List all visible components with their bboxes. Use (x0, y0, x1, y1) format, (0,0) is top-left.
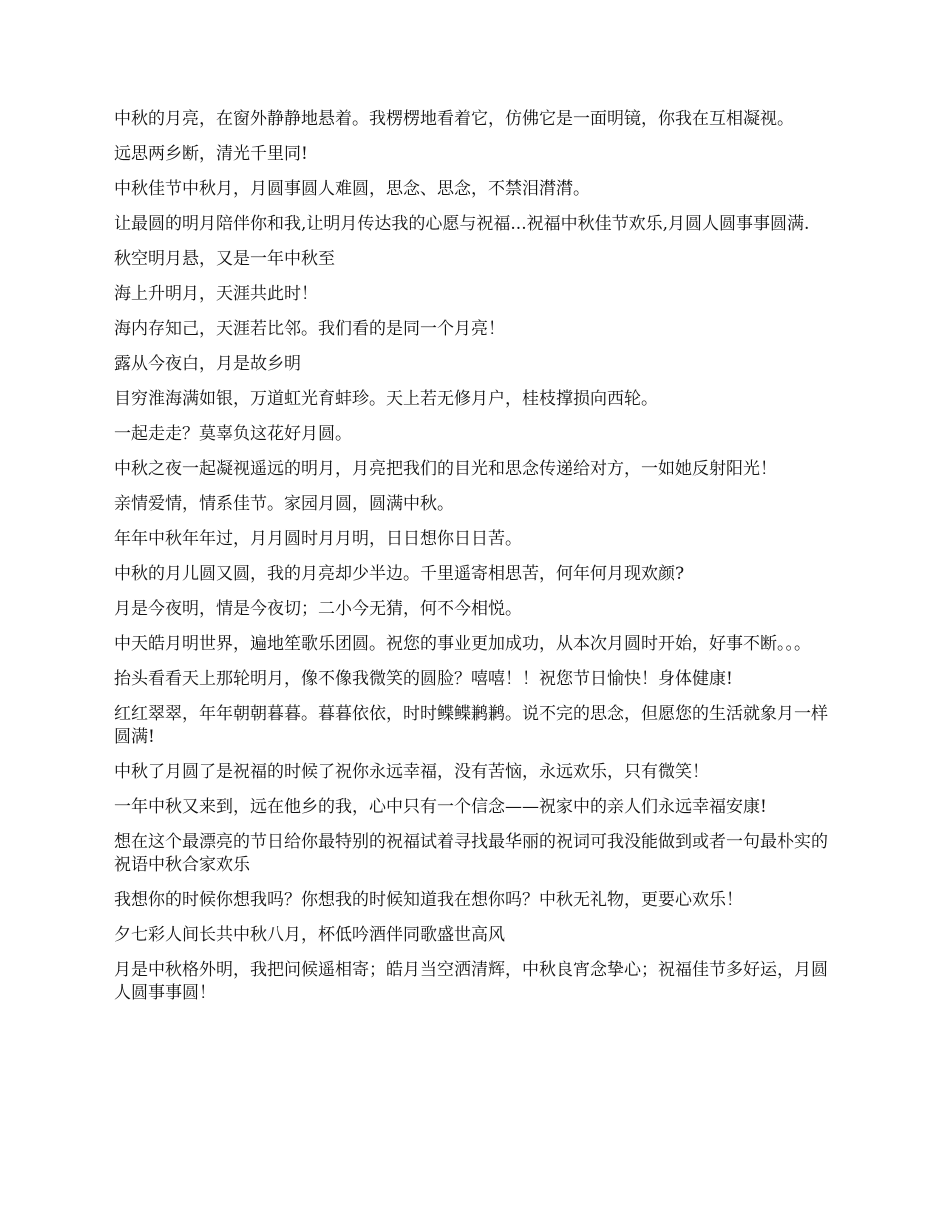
paragraph: 中秋佳节中秋月，月圆事圆人难圆，思念、思念，不禁泪潸潸。 (114, 179, 590, 199)
paragraph: 中秋的月亮，在窗外静静地悬着。我楞楞地看着它，仿佛它是一面明镜，你我在互相凝视。 (114, 109, 794, 129)
paragraph: 我想你的时候你想我吗？你想我的时候知道我在想你吗？中秋无礼物，更要心欢乐！ (114, 890, 743, 910)
paragraph: 海内存知己，天涯若比邻。我们看的是同一个月亮！ (114, 319, 505, 339)
paragraph: 一起走走？莫辜负这花好月圆。 (114, 424, 352, 444)
paragraph: 目穷淮海满如银，万道虹光育蚌珍。天上若无修月户，桂枝撑损向西轮。 (114, 389, 658, 409)
paragraph: 年年中秋年年过，月月圆时月月明，日日想你日日苦。 (114, 529, 522, 549)
paragraph: 月是中秋格外明，我把问候遥相寄；皓月当空洒清辉，中秋良宵念挚心；祝福佳节多好运，月圆人圆事事圆！ (114, 960, 828, 1003)
paragraph: 亲情爱情，情系佳节。家园月圆，圆满中秋。 (114, 494, 454, 514)
paragraph: 夕七彩人间长共中秋八月，杯低吟酒伴同歌盛世高风 (114, 925, 505, 945)
paragraph: 想在这个最漂亮的节日给你最特别的祝福试着寻找最华丽的祝词可我没能做到或者一句最朴实的祝语中秋合家欢乐 (114, 832, 828, 875)
paragraph: 月是今夜明，情是今夜切；二小今无猜，何不今相悦。 (114, 599, 522, 619)
paragraph: 中秋了月圆了是祝福的时候了祝你永远幸福，没有苦恼，永远欢乐，只有微笑！ (114, 762, 709, 782)
paragraph: 中秋的月儿圆又圆，我的月亮却少半边。千里遥寄相思苦，何年何月现欢颜? (114, 564, 685, 584)
paragraph: 一年中秋又来到，远在他乡的我，心中只有一个信念——祝家中的亲人们永远幸福安康! (114, 797, 767, 817)
paragraph: 让最圆的明月陪伴你和我,让明月传达我的心愿与祝福...祝福中秋佳节欢乐,月圆人圆事事圆满. (114, 214, 810, 234)
paragraph: 中秋之夜一起凝视遥远的明月，月亮把我们的目光和思念传递给对方，一如她反射阳光！ (114, 459, 777, 479)
paragraph: 秋空明月悬，又是一年中秋至 (114, 249, 335, 269)
paragraph: 红红翠翠，年年朝朝暮暮。暮暮依依，时时鲽鲽鹣鹣。说不完的思念，但愿您的生活就象月一样圆满! (114, 704, 828, 747)
document-body (114, 108, 842, 1017)
paragraph: 中天皓月明世界，遍地笙歌乐团圆。祝您的事业更加成功，从本次月圆时开始，好事不断。。。 (114, 634, 811, 654)
paragraph: 海上升明月，天涯共此时！ (114, 284, 318, 304)
paragraph: 露从今夜白，月是故乡明 (114, 354, 301, 374)
paragraph: 远思两乡断，清光千里同! (114, 144, 308, 164)
paragraph: 抬头看看天上那轮明月，像不像我微笑的圆脸？嘻嘻！！祝您节日愉快！身体健康! (114, 669, 733, 689)
